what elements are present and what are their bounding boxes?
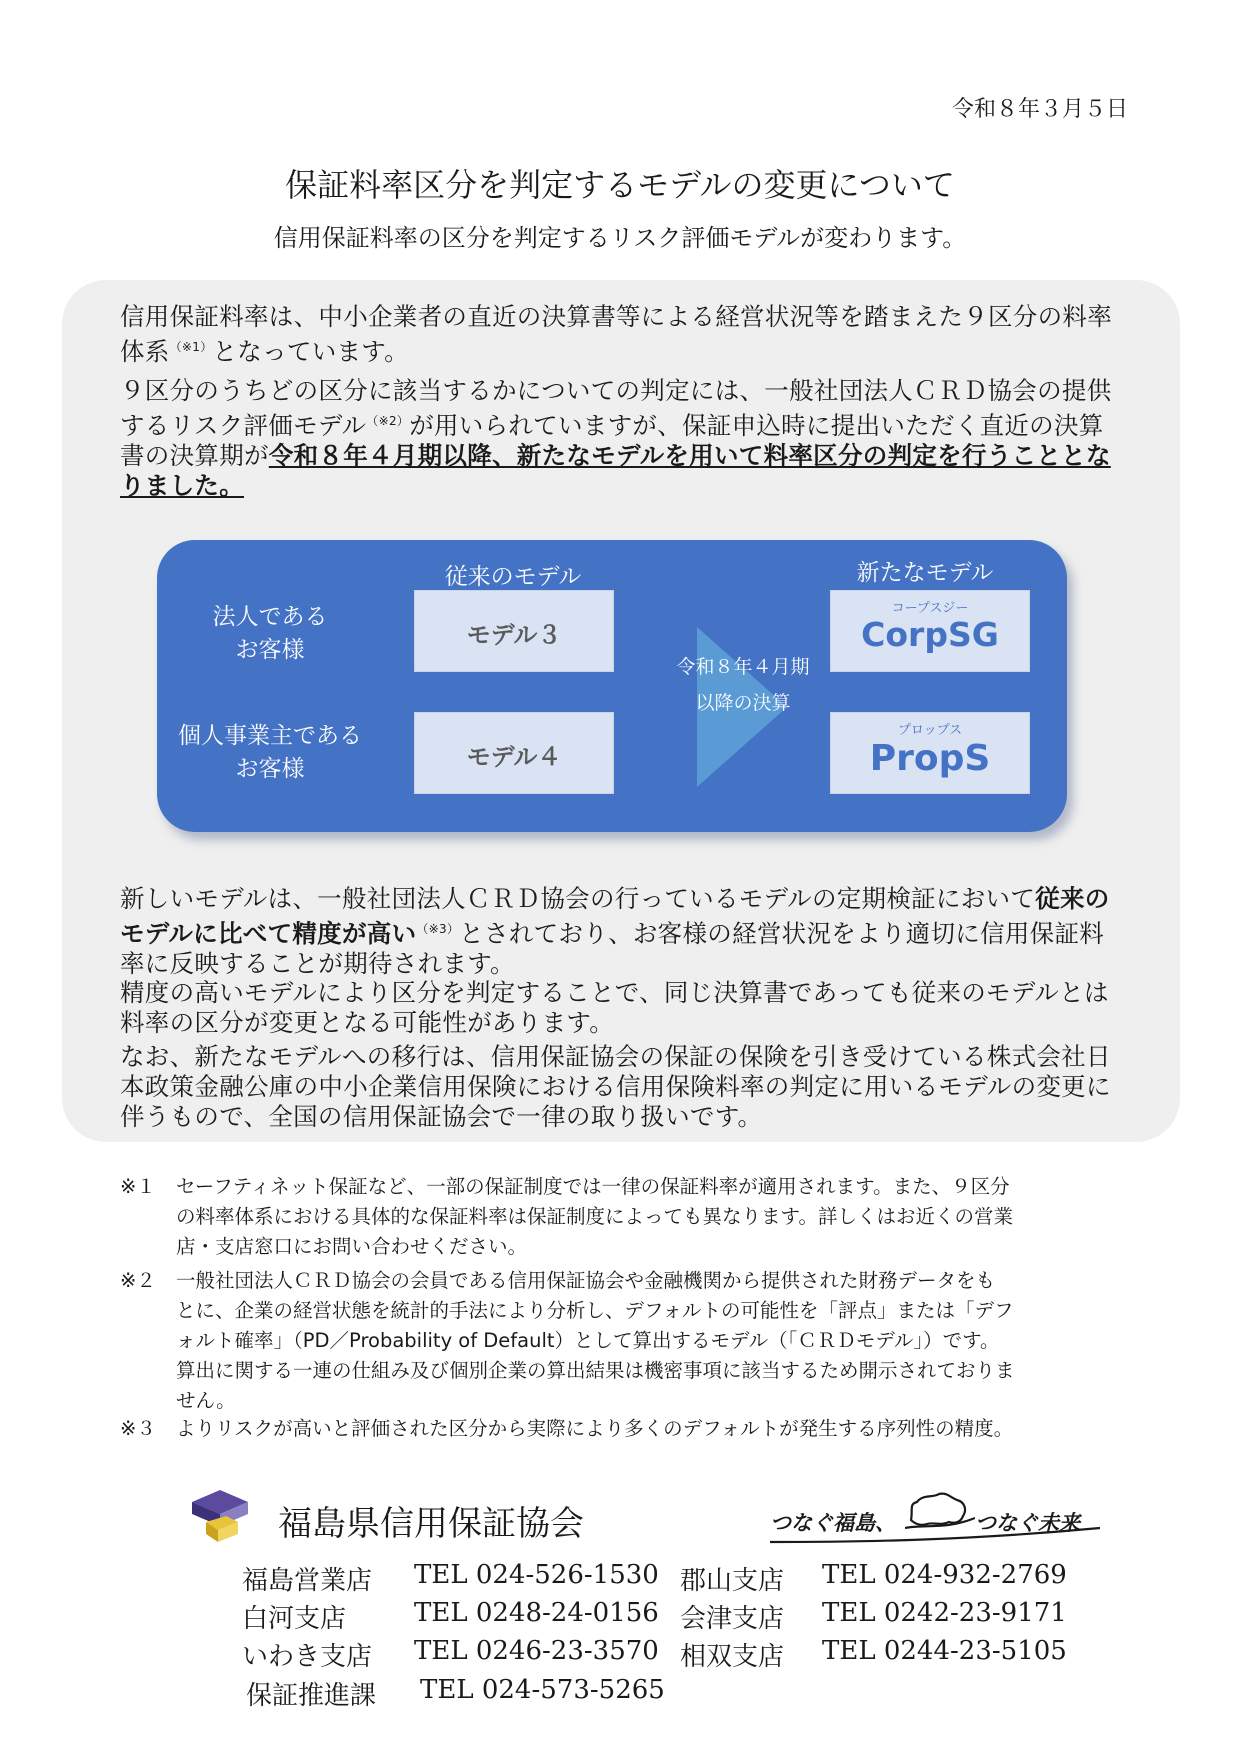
- slogan-part: つなぐ未来: [975, 1511, 1080, 1535]
- office-tel: TEL 024-932-2769: [822, 1560, 1067, 1590]
- text-span: するリスク評価モデル: [120, 411, 367, 440]
- text-line: 伴うもので、全国の信用保証協会で一律の取り扱いです。: [120, 1102, 763, 1131]
- text-line: せん。: [176, 1389, 236, 1412]
- footnote-1: [176, 1172, 1126, 1262]
- text-line: [120, 441, 1130, 471]
- office-name: いわき支店: [242, 1642, 373, 1672]
- corpsg-box: [830, 590, 1030, 672]
- model3-box: [414, 590, 614, 672]
- props-box: [830, 712, 1030, 794]
- text-span: が用いられていますが、保証申込時に提出いただく直近の決算: [409, 411, 1104, 440]
- new-model-header: 新たなモデル: [856, 560, 994, 586]
- text-line: よりリスクが高いと評価された区分から実際により多くのデフォルトが発生する序列性の精度。: [176, 1417, 1014, 1440]
- transition-label: [628, 649, 858, 721]
- props-ruby: プロップス: [897, 723, 963, 738]
- footnote-mark: ※３: [120, 1417, 156, 1440]
- office-tel: TEL 024-573-5265: [420, 1675, 665, 1705]
- text-line: [120, 332, 1130, 367]
- document-subtitle: 信用保証料率の区分を判定するリスク評価モデルが変わります。: [273, 224, 967, 252]
- text-line: 算出に関する一連の仕組み及び個別企業の算出結果は機密事項に該当するため開示されておりま: [176, 1359, 1015, 1382]
- emphasis-text: 従来の: [1035, 884, 1110, 913]
- text-span: 新しいモデルは、一般社団法人ＣＲＤ協会の行っているモデルの定期検証において: [120, 884, 1036, 913]
- text-line: 率に反映することが期待されます。: [120, 949, 515, 978]
- text-line: なお、新たなモデルへの移行は、信用保証協会の保証の保険を引き受けている株式会社日: [120, 1042, 1111, 1071]
- document-title: 保証料率区分を判定するモデルの変更について: [285, 166, 955, 204]
- text-line: 法人である: [212, 604, 328, 630]
- old-model-header: 従来のモデル: [444, 564, 582, 590]
- office-tel: TEL 0242-23-9171: [822, 1598, 1067, 1628]
- office-name: 保証推進課: [246, 1681, 377, 1711]
- org-name: 福島県信用保証協会: [278, 1504, 584, 1544]
- office-name: 白河支店: [242, 1604, 347, 1634]
- office-name: 福島営業店: [242, 1566, 373, 1596]
- footnote-3: [176, 1414, 1176, 1444]
- model4-box: [414, 712, 614, 794]
- corpsg-ruby: コープスジー: [891, 601, 969, 616]
- office-tel: TEL 024-526-1530: [414, 1560, 659, 1590]
- body-paragraph-4: [120, 978, 1130, 1038]
- office-tel: TEL 0244-23-5105: [822, 1636, 1067, 1666]
- footnote-mark: ※１: [120, 1175, 156, 1198]
- footnote-mark: ※２: [120, 1269, 156, 1292]
- intro-paragraph-1: [120, 302, 1130, 367]
- footnote-2: [176, 1266, 1126, 1416]
- text-line: 一般社団法人ＣＲＤ協会の会員である信用保証協会や金融機関から提供された財務データをも: [176, 1269, 996, 1292]
- footnote-ref-3: （※3）: [416, 922, 460, 936]
- text-line: 以降の決算: [695, 692, 791, 714]
- text-line: セーフティネット保証など、一部の保証制度では一律の保証料率が適用されます。また、９区分: [176, 1175, 1010, 1198]
- text-line: 信用保証料率は、中小企業者の直近の決算書等による経営状況等を踏まえた９区分の料率: [120, 302, 1112, 331]
- body-paragraph-5: [120, 1042, 1130, 1132]
- intro-paragraph-2: [120, 376, 1130, 501]
- text-span: とされており、お客様の経営状況をより適切に信用保証料: [459, 919, 1105, 948]
- props-label: PropS: [869, 738, 991, 779]
- footnote-ref-1: （※1）: [169, 340, 213, 354]
- office-tel: TEL 0246-23-3570: [414, 1636, 659, 1666]
- model4-label: モデル４: [466, 743, 562, 771]
- text-line: [120, 406, 1130, 441]
- text-line: ９区分のうちどの区分に該当するかについての判定には、一般社団法人ＣＲＤ協会の提供: [120, 376, 1112, 405]
- office-name: 郡山支店: [680, 1566, 785, 1596]
- text-line: 本政策金融公庫の中小企業信用保険における信用保険料率の判定に用いるモデルの変更に: [120, 1072, 1111, 1101]
- office-tel: TEL 0248-24-0156: [414, 1598, 659, 1628]
- text-line: お客様: [235, 756, 305, 782]
- document-date: 令和８年３月５日: [951, 97, 1128, 122]
- slogan-underline-icon: [770, 1520, 1110, 1550]
- text-line: 精度の高いモデルにより区分を判定することで、同じ決算書であっても従来のモデルとは: [120, 978, 1109, 1007]
- corp-customer-label: [170, 598, 370, 664]
- text-line: [120, 884, 1130, 914]
- text-line: [120, 914, 1130, 949]
- emphasis-text: 令和８年４月期以降、新たなモデルを用いて料率区分の判定を行うこととな: [268, 441, 1111, 470]
- footnote-ref-2: （※2）: [366, 414, 410, 428]
- text-line: の料率体系における具体的な保証料率は保証制度によっても異なります。詳しくはお近くの営業: [176, 1205, 1013, 1228]
- office-name: 会津支店: [680, 1604, 785, 1634]
- text-span: 書の決算期が: [120, 441, 269, 470]
- text-line: とに、企業の経営状態を統計的手法により分析し、デフォルトの可能性を「評点」または「デフ: [176, 1299, 1014, 1322]
- text-line: 料率の区分が変更となる可能性があります。: [120, 1008, 615, 1037]
- text-span: 体系: [120, 337, 170, 366]
- office-name: 相双支店: [680, 1642, 785, 1672]
- text-line: お客様: [235, 637, 305, 663]
- individual-customer-label: [160, 717, 380, 783]
- body-paragraph-3: [120, 884, 1130, 979]
- text-line: 店・支店窓口にお問い合わせください。: [176, 1235, 528, 1258]
- text-line: 個人事業主である: [178, 723, 362, 749]
- emphasis-text: モデルに比べて精度が高い: [120, 919, 417, 948]
- emphasis-text: りました。: [120, 471, 244, 500]
- text-span: となっています。: [212, 337, 409, 366]
- slogan-part: つなぐ福島、: [770, 1511, 896, 1535]
- text-line: ォルト確率」（PD／Probability of Default）として算出するモデル（「ＣＲＤモデル」）です。: [176, 1329, 1000, 1352]
- corpsg-label: CorpSG: [861, 615, 999, 654]
- text-line: 令和８年４月期: [676, 656, 810, 678]
- org-logo-icon: [186, 1486, 256, 1548]
- model3-label: モデル３: [466, 621, 562, 649]
